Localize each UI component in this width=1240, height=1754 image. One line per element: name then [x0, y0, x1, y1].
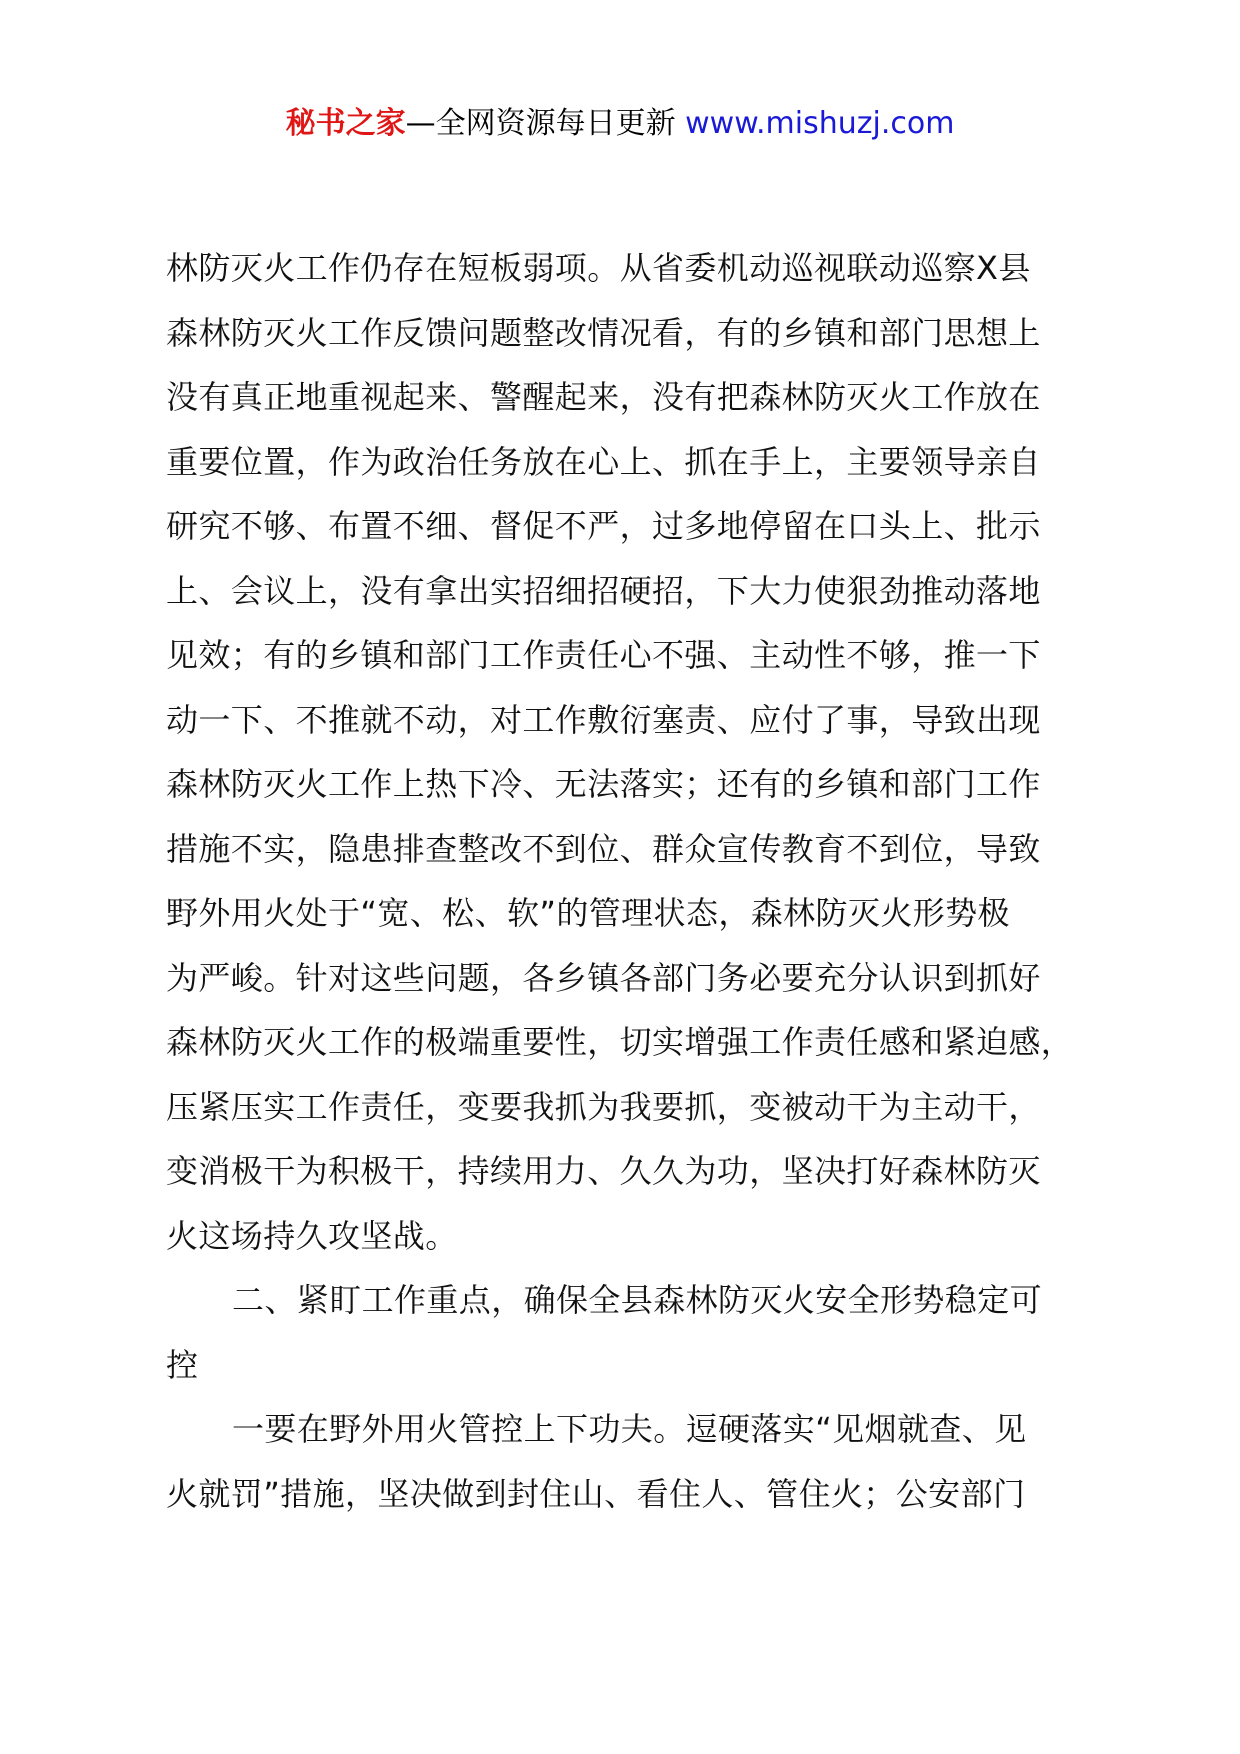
page-header [0, 100, 1240, 148]
text-line-4: 重要位置，作为政治任务放在心上、抓在手上，主要领导亲自 [166, 442, 1041, 481]
text-line-11: 野外用火处于“宽、松、软”的管理状态，森林防灭火形势极 [166, 894, 1010, 932]
text-line-1: 林防灭火工作仍存在短板弱项。从省委机动巡视联动巡察Ⅹ县 [166, 249, 1031, 287]
text-line-9: 森林防灭火工作上热下冷、无法落实；还有的乡镇和部门工作 [166, 765, 1041, 803]
text-line-5: 研究不够、布置不细、督促不严，过多地停留在口头上、批示 [166, 507, 1041, 545]
text-line-7: 见效；有的乡镇和部门工作责任心不强、主动性不够，推一下 [166, 636, 1041, 674]
header-brand: 秘书之家 [285, 106, 406, 141]
text-line-16: 火这场持久攻坚战。 [166, 1216, 458, 1255]
header-slogan: —全网资源每日更新 [405, 106, 686, 141]
text-line-12: 为严峻。针对这些问题，各乡镇各部门务必要充分认识到抓好 [166, 958, 1041, 997]
text-line-13: 森林防灭火工作的极端重要性，切实增强工作责任感和紧迫感， [166, 1023, 1074, 1061]
text-line-2: 森林防灭火工作反馈问题整改情况看，有的乡镇和部门思想上 [166, 313, 1041, 352]
text-line-14: 压紧压实工作责任，变要我抓为我要抓，变被动干为主动干， [166, 1087, 1041, 1126]
text-line-3: 没有真正地重视起来、警醒起来，没有把森林防灭火工作放在 [166, 378, 1041, 416]
text-line-8: 动一下、不推就不动，对工作敷衍塞责、应付了事，导致出现 [166, 700, 1041, 739]
document-body [166, 236, 1091, 1526]
section-heading-line-1: 二、紧盯工作重点，确保全县森林防灭火安全形势稳定可 [232, 1281, 1043, 1319]
text-line-20: 火就罚”措施，坚决做到封住山、看住人、管住火；公安部门 [166, 1474, 1026, 1513]
text-line-19: 一要在野外用火管控上下功夫。逗硬落实“见烟就查、见 [232, 1410, 1027, 1448]
header-url-link[interactable]: www.mishuzj.com [685, 106, 955, 141]
section-heading-line-2: 控 [166, 1345, 199, 1384]
text-line-15: 变消极干为积极干，持续用力、久久为功，坚决打好森林防灭 [166, 1152, 1041, 1190]
text-line-10: 措施不实，隐患排查整改不到位、群众宣传教育不到位，导致 [166, 829, 1041, 868]
text-line-6: 上、会议上，没有拿出实招细招硬招，下大力使狠劲推动落地 [166, 571, 1041, 610]
